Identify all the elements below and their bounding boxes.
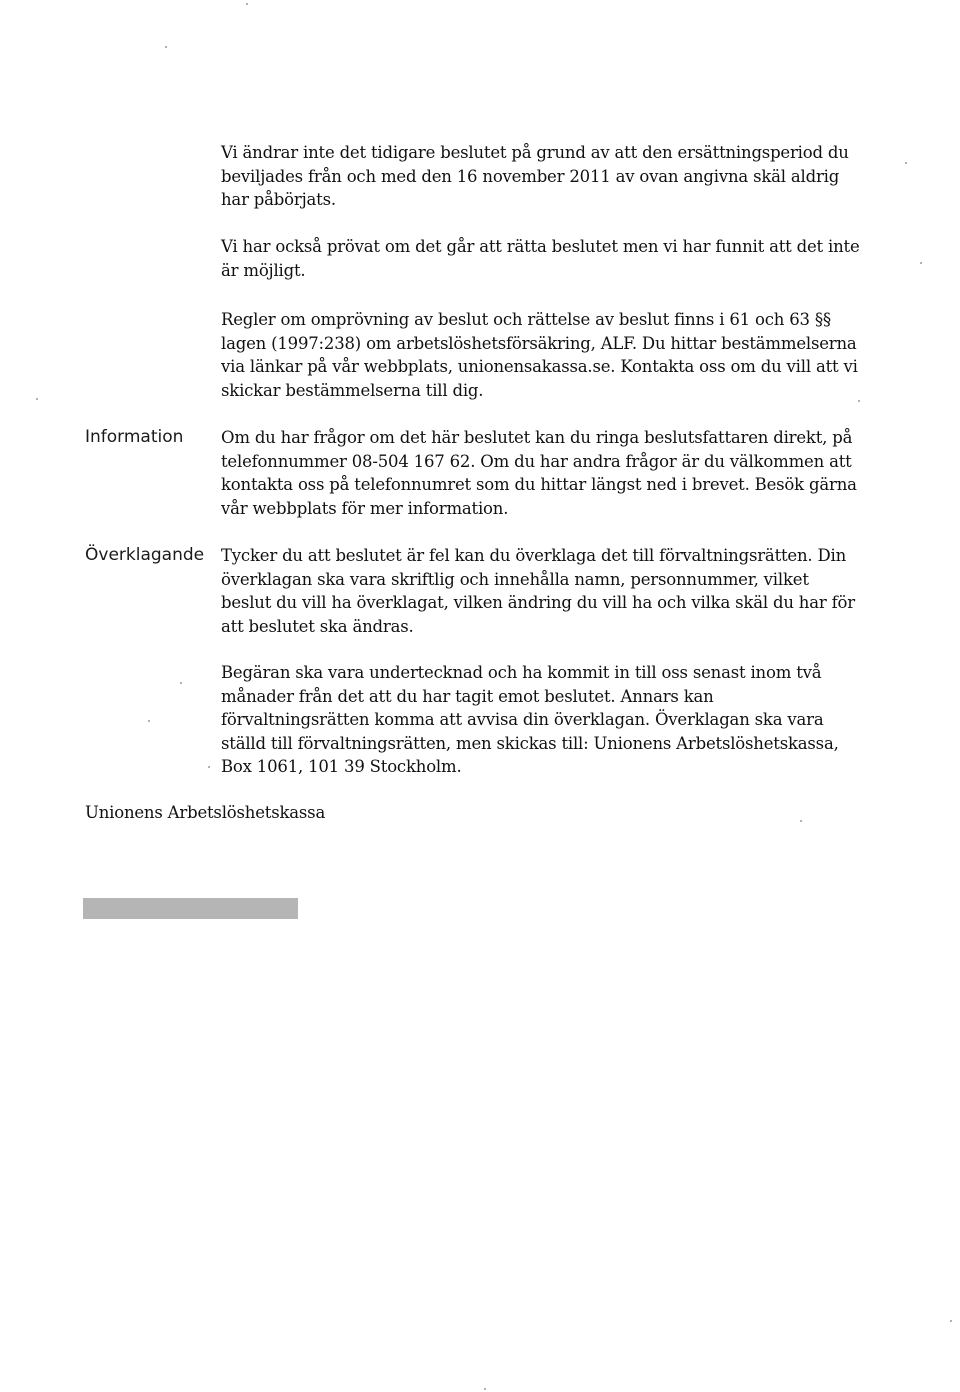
scan-speck <box>920 262 922 264</box>
redaction-bar <box>83 898 298 919</box>
scan-speck <box>208 766 210 768</box>
sender-organization: Unionens Arbetslöshetskassa <box>85 803 326 822</box>
appeal-label: Överklagande <box>85 545 205 565</box>
scan-speck <box>950 1320 952 1322</box>
information-label: Information <box>85 427 184 447</box>
rules-paragraph: Regler om omprövning av beslut och rättelse av beslut finns i 61 och 63 §§ lagen (1997:238) om arbetslöshetsförsäkring, ALF. Du hittar bestämmelserna via länkar på vår webbplats, unionensakassa.se. Kontakta oss om du vill att vi skickar bestämmelserna till dig. <box>221 310 858 400</box>
scan-speck <box>148 720 150 722</box>
scan-speck <box>36 398 38 400</box>
scan-speck <box>246 3 248 5</box>
scan-speck <box>165 46 167 48</box>
appeal-text: Tycker du att beslutet är fel kan du överklaga det till förvaltningsrätten. Din överklagan ska vara skriftlig och innehålla namn, personnummer, vilket beslut du vill ha överklagat, vilken ändring du vill ha och vilka skäl du har för att beslutet ska ändras. <box>221 546 855 636</box>
scan-speck <box>484 1388 486 1390</box>
scan-speck <box>800 820 802 822</box>
scan-speck <box>905 162 907 164</box>
scan-speck <box>180 682 182 684</box>
correction-paragraph: Vi har också prövat om det går att rätta beslutet men vi har funnit att det inte är möjligt. <box>221 237 860 280</box>
decision-paragraph: Vi ändrar inte det tidigare beslutet på grund av att den ersättningsperiod du beviljades från och med den 16 november 2011 av ovan angivna skäl aldrig har påbörjats. <box>221 143 849 209</box>
appeal-instructions-text: Begäran ska vara undertecknad och ha kommit in till oss senast inom två månader från det att du har tagit emot beslutet. Annars kan förvaltningsrätten komma att avvisa din överklagan. Överklagan ska vara ställd till förvaltningsrätten, men skickas till: Unionens Arbetslöshetskassa, Box 1061, 101 39 Stockholm. <box>221 663 839 776</box>
information-text: Om du har frågor om det här beslutet kan du ringa beslutsfattaren direkt, på telefonnummer 08-504 167 62. Om du har andra frågor är du välkommen att kontakta oss på telefonnumret som du hittar längst ned i brevet. Besök gärna vår webbplats för mer information. <box>221 428 857 518</box>
scan-speck <box>858 400 860 402</box>
